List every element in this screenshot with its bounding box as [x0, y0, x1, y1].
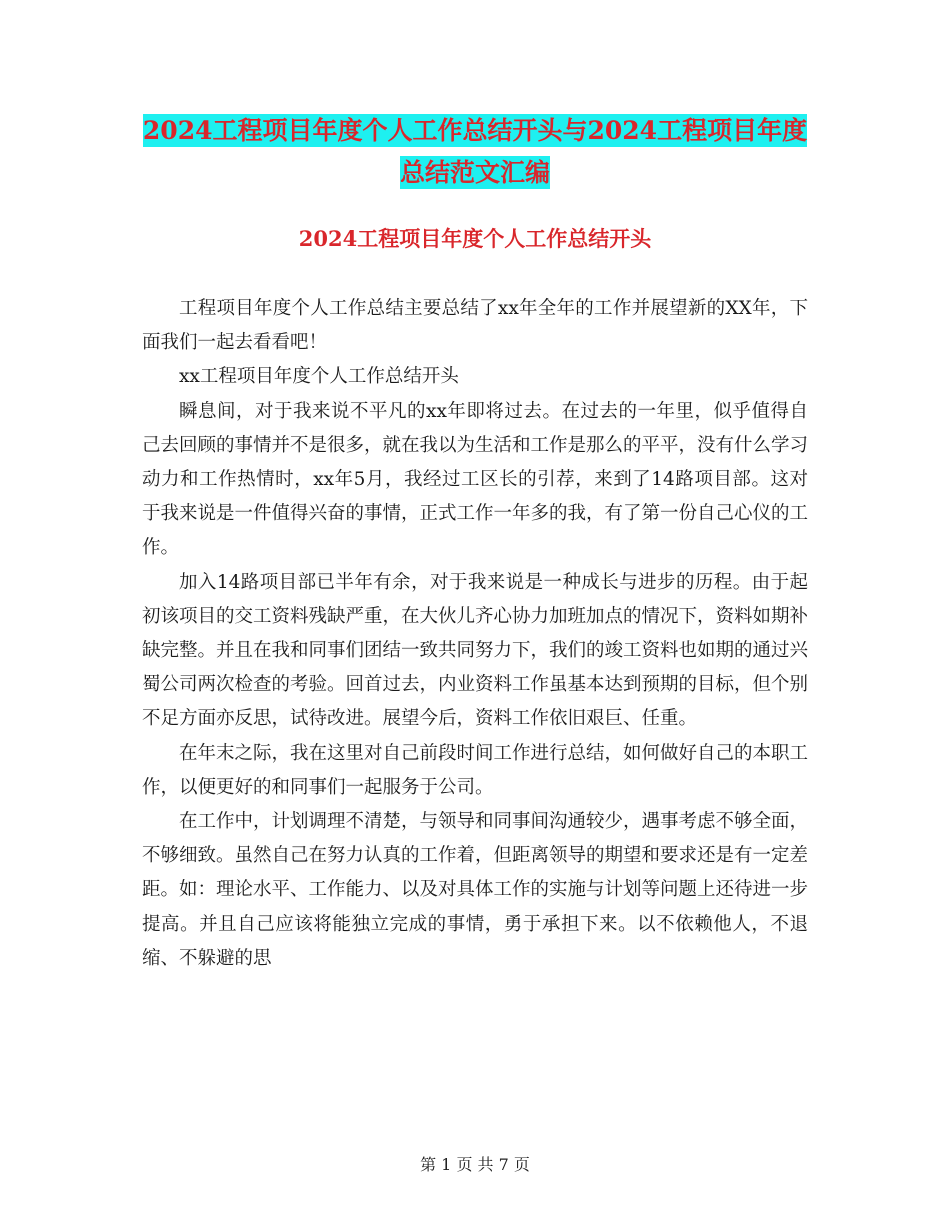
paragraph-subheading: xx工程项目年度个人工作总结开头 — [179, 366, 459, 388]
page-footer: 第 1 页 共 7 页 — [420, 1155, 530, 1174]
section-heading: 2024工程项目年度个人工作总结开头 — [298, 226, 652, 251]
paragraph-intro: 工程项目年度个人工作总结主要总结了xx年全年的工作并展望新的XX年，下面我们一起去看看吧！ — [142, 298, 808, 354]
paragraph-1: 瞬息间，对于我来说不平凡的xx年即将过去。在过去的一年里，似乎值得自己去回顾的事情并不是很多，就在我以为生活和工作是那么的平平，没有什么学习动力和工作热情时，xx年5月，我经过工区长的引荐，来到了14路项目部。这对于我来说是一件值得兴奋的事情，正式工作一年多的我，有了第一份自己心仪的工作。 — [142, 400, 809, 559]
document-title-text: 2024工程项目年度个人工作总结开头与2024工程项目年度总结范文汇编 — [142, 116, 808, 187]
document-title — [140, 110, 810, 194]
paragraph-4: 在工作中，计划调理不清楚，与领导和同事间沟通较少，遇事考虑不够全面，不够细致。虽然自己在努力认真的工作着，但距离领导的期望和要求还是有一定差距。如：理论水平、工作能力、以及对具体工作的实施与计划等问题上还待进一步提高。并且自己应该将能独立完成的事情，勇于承担下来。以不依赖他人，不退缩、不躲避的思 — [142, 811, 809, 969]
paragraph-3: 在年末之际，我在这里对自己前段时间工作进行总结，如何做好自己的本职工作，以便更好的和同事们一起服务于公司。 — [142, 742, 809, 798]
document-body — [142, 292, 808, 976]
paragraph-2: 加入14路项目部已半年有余，对于我来说是一种成长与进步的历程。由于起初该项目的交工资料残缺严重，在大伙儿齐心协力加班加点的情况下，资料如期补缺完整。并且在我和同事们团结一致共同努力下，我们的竣工资料也如期的通过兴蜀公司两次检查的考验。回首过去，内业资料工作虽基本达到预期的目标，但个别不足方面亦反思，试待改进。展望今后，资料工作依旧艰巨、任重。 — [142, 571, 809, 730]
